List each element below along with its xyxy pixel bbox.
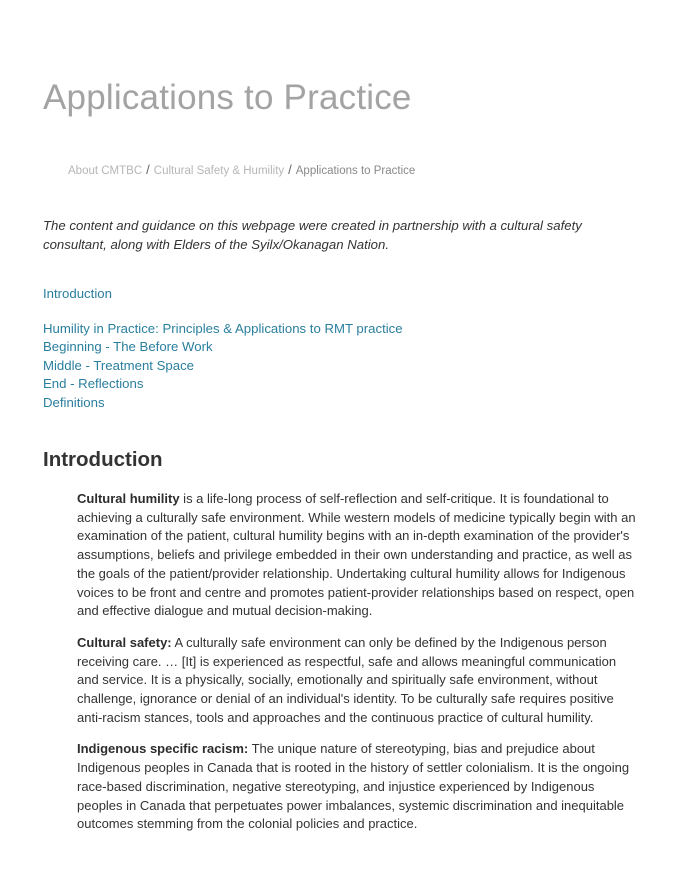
definition-term: Cultural humility: [77, 491, 180, 506]
definition-cultural-safety: [77, 634, 637, 728]
toc-link-definitions[interactable]: Definitions: [43, 394, 105, 410]
toc-link-beginning[interactable]: Beginning - The Before Work: [43, 339, 213, 355]
definition-text: The unique nature of stereotyping, bias and prejudice about Indigenous peoples in Canada that is rooted in the history of settler colonialism. It is the ongoing race-based discrimination, negative stereotyping, and injustice experienced by Indigenous peoples in Canada that perpetuates power imbalances, systemic discrimination and inequitable outcomes stemming from the colonial policies and practice.: [77, 741, 630, 832]
toc-link-middle[interactable]: Middle - Treatment Space: [43, 357, 194, 373]
table-of-contents: [43, 285, 403, 413]
intro-note: The content and guidance on this webpage were created in partnership with a cultural safety consultant, along with Elders of the Syilx/Okanagan Nation.: [43, 218, 582, 252]
section-heading-introduction: Introduction: [43, 448, 163, 471]
definition-text: A culturally safe environment can only be defined by the Indigenous person receiving care. … [It] is experienced as respectful, safe and allows meaningful communication and service. It is a physically, socially, emotionally and spiritually safe environment, without challenge, ignorance or denial of an individual's identity. To be culturally safe requires positive anti-racism stances, tools and approaches and the continuous practice of cultural humility.: [77, 634, 617, 725]
breadcrumb-separator: /: [146, 162, 150, 177]
page-title: Applications to Practice: [43, 78, 412, 117]
breadcrumb: [68, 162, 415, 177]
definition-term: Indigenous specific racism:: [77, 741, 249, 757]
breadcrumb-current: Applications to Practice: [295, 165, 416, 177]
toc-link-humility-in-practice[interactable]: Humility in Practice: Principles & Applications to RMT practice: [43, 320, 403, 336]
definition-term: Cultural safety:: [77, 634, 172, 650]
definition-text: is a life-long process of self-reflection and self-critique. It is foundational to achieving a culturally safe environment. While western models of medicine typically begin with an examination of the patient, cultural humility begins with an in-depth examination of the provider's assumptions, beliefs and privilege embedded in their own understanding and practice, as well as the goals of the patient/provider relationship. Undertaking cultural humility allows for Indigenous voices to be front and centre and promotes patient-provider relationships based on respect, open and effective dialogue and mutual decision-making.: [77, 491, 636, 619]
definition-cultural-humility: [77, 490, 637, 621]
breadcrumb-link-cultural-safety[interactable]: Cultural Safety & Humility: [153, 165, 285, 177]
definitions-list: [77, 490, 637, 847]
toc-link-end[interactable]: End - Reflections: [43, 376, 144, 392]
breadcrumb-link-about-cmtbc[interactable]: About CMTBC: [68, 165, 143, 177]
breadcrumb-separator: /: [288, 162, 292, 177]
toc-link-introduction[interactable]: Introduction: [43, 286, 112, 301]
definition-indigenous-specific-racism: [77, 740, 637, 834]
